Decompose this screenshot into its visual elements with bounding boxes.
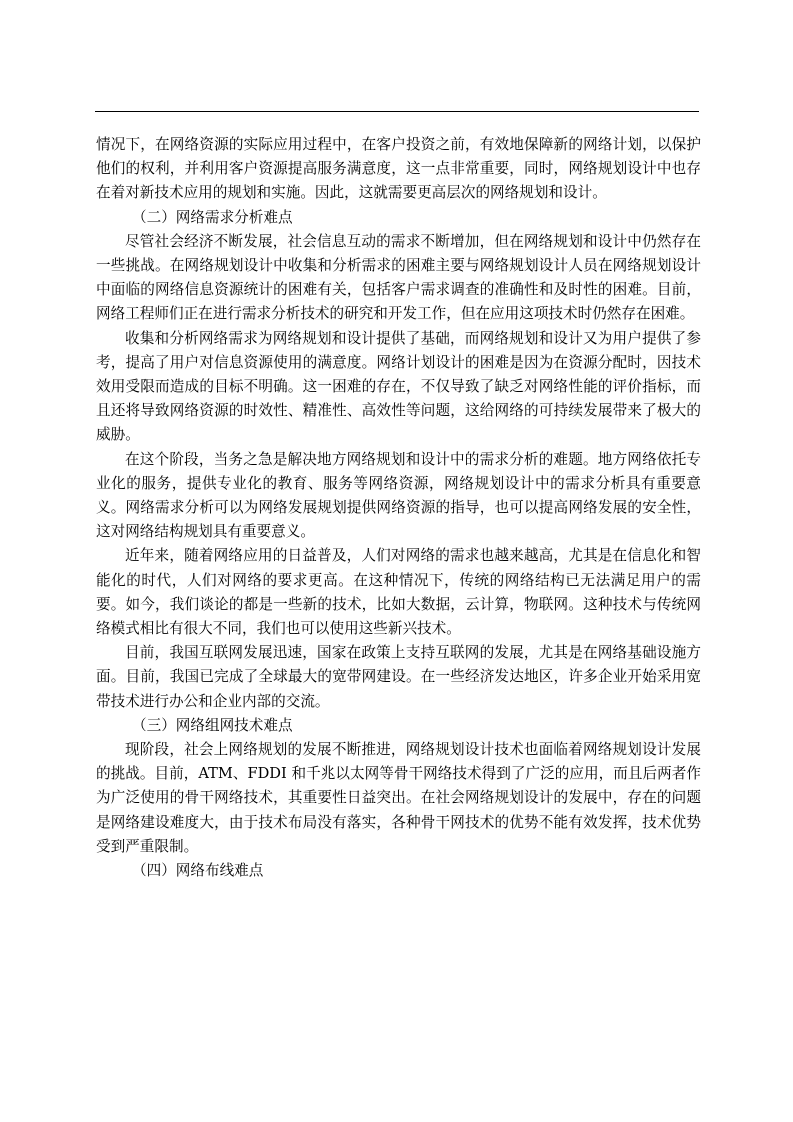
paragraph: 收集和分析网络需求为网络规划和设计提供了基础，而网络规划和设计又为用户提供了参考，提高了用户对信息资源使用的满意度。网络计划设计的困难是因为在资源分配时，因技术效用受限而造成的目标不明确。这一困难的存在，不仅导致了缺乏对网络性能的评价指标，而且还将导致网络资源的时效性、精准性、高效性等问题，这给网络的可持续发展带来了极大的威胁。	[96, 329, 701, 444]
section-heading-4: （四）网络布线难点	[132, 862, 264, 880]
paragraph: 尽管社会经济不断发展，社会信息互动的需求不断增加，但在网络规划和设计中仍然存在一些挑战。在网络规划设计中收集和分析需求的困难主要与网络规划设计人员在网络规划设计中面临的网络信息资源统计的困难有关，包括客户需求调查的准确性和及时性的困难。目前，网络工程师们正在进行需求分析技术的研究和开发工作，但在应用这项技术时仍然存在困难。	[96, 232, 701, 323]
section-heading-2: （二）网络需求分析难点	[132, 208, 293, 226]
paragraph: 现阶段，社会上网络规划的发展不断推进，网络规划设计技术也面临着网络规划设计发展的挑战。目前，ATM、FDDI 和千兆以太网等骨干网络技术得到了广泛的应用，而且后两者作为广泛使用的骨干网络技术，其重要性日益突出。在社会网络规划设计的发展中，存在的问题是网络建设难度大，由于技术布局没有落实，各种骨干网技术的优势不能有效发挥，技术优势受到严重限制。	[96, 741, 701, 855]
paragraph: 在这个阶段，当务之急是解决地方网络规划和设计中的需求分析的难题。地方网络依托专业化的服务，提供专业化的教育、服务等网络资源，网络规划设计中的需求分析具有重要意义。网络需求分析可以为网络发展规划提供网络资源的指导，也可以提高网络发展的安全性，这对网络结构规划具有重要意义。	[96, 450, 701, 541]
paragraph: 近年来，随着网络应用的日益普及，人们对网络的需求也越来越高，尤其是在信息化和智能化的时代，人们对网络的要求更高。在这种情况下，传统的网络结构已无法满足用户的需要。如今，我们谈论的都是一些新的技术，比如大数据，云计算，物联网。这种技术与传统网络模式相比有很大不同，我们也可以使用这些新兴技术。	[96, 547, 701, 638]
header-rule	[95, 111, 699, 112]
document-body	[96, 133, 701, 883]
paragraph-continuation: 情况下，在网络资源的实际应用过程中，在客户投资之前，有效地保障新的网络计划，以保护他们的权利，并利用客户资源提高服务满意度，这一点非常重要，同时，网络规划设计中也存在着对新技术应用的规划和实施。因此，这就需要更高层次的网络规划和设计。	[96, 136, 701, 202]
paragraph: 目前，我国互联网发展迅速，国家在政策上支持互联网的发展，尤其是在网络基础设施方面。目前，我国已完成了全球最大的宽带网建设。在一些经济发达地区，许多企业开始采用宽带技术进行办公和企业内部的交流。	[96, 644, 701, 710]
section-heading-3: （三）网络组网技术难点	[132, 716, 293, 734]
